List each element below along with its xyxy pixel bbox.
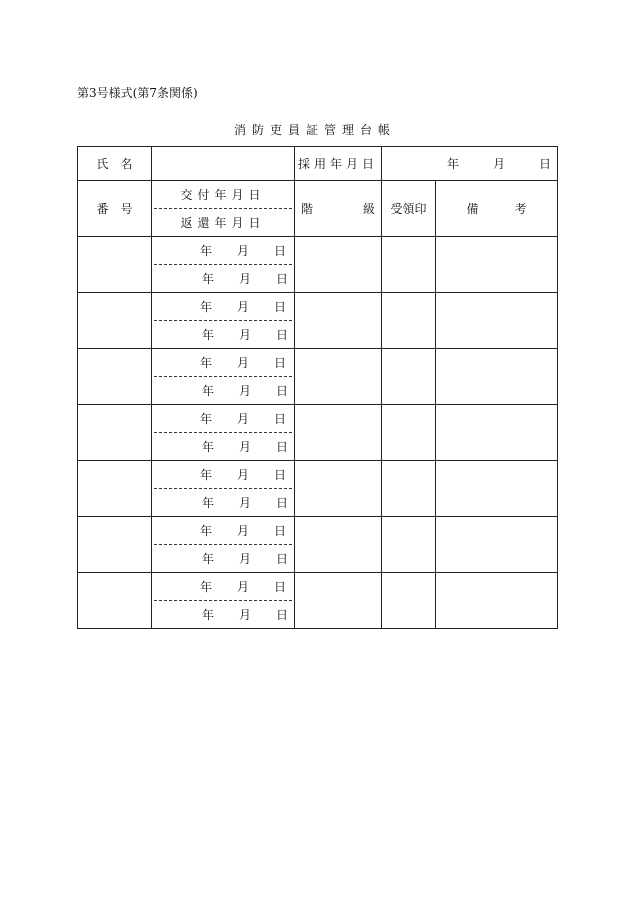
issue-month: 月 <box>236 412 249 426</box>
return-year: 年 <box>201 496 214 510</box>
issue-year: 年 <box>199 524 212 538</box>
table-row <box>78 573 558 629</box>
issue-date-field[interactable] <box>154 517 292 545</box>
remarks-cell[interactable] <box>436 349 558 405</box>
table-row <box>78 349 558 405</box>
return-month: 月 <box>238 328 251 342</box>
return-date-field[interactable] <box>152 321 294 348</box>
number-cell[interactable] <box>78 573 152 629</box>
return-day: 日 <box>275 440 288 454</box>
ledger-table <box>77 146 558 629</box>
return-date-field[interactable] <box>152 601 294 628</box>
issue-day: 日 <box>273 356 286 370</box>
rank-cell[interactable] <box>295 237 382 293</box>
issue-date-label: 交付年月日 <box>154 181 292 209</box>
issue-month: 月 <box>236 524 249 538</box>
issue-return-header <box>152 181 295 237</box>
rank-cell[interactable] <box>295 405 382 461</box>
issue-day: 日 <box>273 468 286 482</box>
hire-month: 月 <box>492 157 505 171</box>
name-value-cell[interactable] <box>152 147 295 181</box>
return-date-field[interactable] <box>152 545 294 572</box>
hire-day: 日 <box>539 157 552 171</box>
issue-day: 日 <box>273 524 286 538</box>
return-year: 年 <box>201 272 214 286</box>
return-year: 年 <box>201 440 214 454</box>
return-year: 年 <box>201 552 214 566</box>
name-label: 氏 名 <box>78 147 152 181</box>
header-row-2 <box>78 181 558 237</box>
hire-date-cell[interactable] <box>382 147 558 181</box>
rank-label-1: 階 <box>301 202 314 216</box>
return-month: 月 <box>238 608 251 622</box>
remarks-cell[interactable] <box>436 461 558 517</box>
issue-month: 月 <box>236 244 249 258</box>
hire-year: 年 <box>446 157 459 171</box>
issue-year: 年 <box>199 300 212 314</box>
issue-return-date-cell <box>152 293 295 349</box>
receipt-stamp-cell[interactable] <box>382 573 436 629</box>
rank-cell[interactable] <box>295 573 382 629</box>
return-date-field[interactable] <box>152 433 294 460</box>
issue-return-date-cell <box>152 237 295 293</box>
table-row <box>78 461 558 517</box>
issue-return-date-cell <box>152 349 295 405</box>
return-month: 月 <box>238 272 251 286</box>
issue-day: 日 <box>273 244 286 258</box>
table-row <box>78 405 558 461</box>
return-day: 日 <box>275 328 288 342</box>
return-day: 日 <box>275 496 288 510</box>
issue-date-field[interactable] <box>154 237 292 265</box>
return-date-label: 返還年月日 <box>180 216 266 230</box>
issue-date-field[interactable] <box>154 293 292 321</box>
issue-year: 年 <box>199 468 212 482</box>
return-day: 日 <box>275 608 288 622</box>
remarks-label-2: 考 <box>514 202 527 216</box>
issue-date-field[interactable] <box>154 405 292 433</box>
receipt-stamp-label: 受領印 <box>382 181 436 237</box>
issue-date-field[interactable] <box>154 349 292 377</box>
receipt-stamp-cell[interactable] <box>382 461 436 517</box>
issue-return-date-cell <box>152 405 295 461</box>
issue-return-date-cell <box>152 461 295 517</box>
return-day: 日 <box>275 384 288 398</box>
number-cell[interactable] <box>78 237 152 293</box>
rank-cell[interactable] <box>295 517 382 573</box>
receipt-stamp-cell[interactable] <box>382 237 436 293</box>
issue-day: 日 <box>273 300 286 314</box>
issue-return-date-cell <box>152 573 295 629</box>
number-cell[interactable] <box>78 517 152 573</box>
hire-date-label: 採用年月日 <box>295 147 382 181</box>
issue-date-field[interactable] <box>154 461 292 489</box>
return-year: 年 <box>201 384 214 398</box>
receipt-stamp-cell[interactable] <box>382 405 436 461</box>
number-cell[interactable] <box>78 405 152 461</box>
table-row <box>78 237 558 293</box>
form-number: 第3号様式(第7条関係) <box>77 86 198 100</box>
rank-cell[interactable] <box>295 293 382 349</box>
rank-label <box>295 181 382 237</box>
remarks-cell[interactable] <box>436 517 558 573</box>
remarks-label-1: 備 <box>466 202 479 216</box>
return-year: 年 <box>201 608 214 622</box>
rank-cell[interactable] <box>295 461 382 517</box>
number-cell[interactable] <box>78 293 152 349</box>
remarks-cell[interactable] <box>436 573 558 629</box>
issue-month: 月 <box>236 356 249 370</box>
table-row <box>78 517 558 573</box>
issue-year: 年 <box>199 244 212 258</box>
issue-month: 月 <box>236 468 249 482</box>
return-date-field[interactable] <box>152 265 294 292</box>
receipt-stamp-cell[interactable] <box>382 517 436 573</box>
return-day: 日 <box>275 552 288 566</box>
issue-day: 日 <box>273 580 286 594</box>
receipt-stamp-cell[interactable] <box>382 293 436 349</box>
return-date-field[interactable] <box>152 377 294 404</box>
return-date-field[interactable] <box>152 489 294 516</box>
number-cell[interactable] <box>78 461 152 517</box>
remarks-cell[interactable] <box>436 237 558 293</box>
return-month: 月 <box>238 496 251 510</box>
rank-cell[interactable] <box>295 349 382 405</box>
return-month: 月 <box>238 384 251 398</box>
issue-day: 日 <box>273 412 286 426</box>
receipt-stamp-cell[interactable] <box>382 349 436 405</box>
issue-date-field[interactable] <box>154 573 292 601</box>
return-month: 月 <box>238 440 251 454</box>
rank-label-2: 級 <box>362 202 375 216</box>
issue-year: 年 <box>199 412 212 426</box>
table-row <box>78 293 558 349</box>
issue-year: 年 <box>199 356 212 370</box>
return-month: 月 <box>238 552 251 566</box>
issue-return-date-cell <box>152 517 295 573</box>
remarks-cell[interactable] <box>436 405 558 461</box>
remarks-cell[interactable] <box>436 293 558 349</box>
header-row-1 <box>78 147 558 181</box>
ledger-title: 消防吏員証管理台帳 <box>233 123 396 137</box>
return-day: 日 <box>275 272 288 286</box>
issue-year: 年 <box>199 580 212 594</box>
remarks-label <box>436 181 558 237</box>
number-label: 番 号 <box>78 181 152 237</box>
number-cell[interactable] <box>78 349 152 405</box>
return-year: 年 <box>201 328 214 342</box>
issue-month: 月 <box>236 580 249 594</box>
issue-month: 月 <box>236 300 249 314</box>
